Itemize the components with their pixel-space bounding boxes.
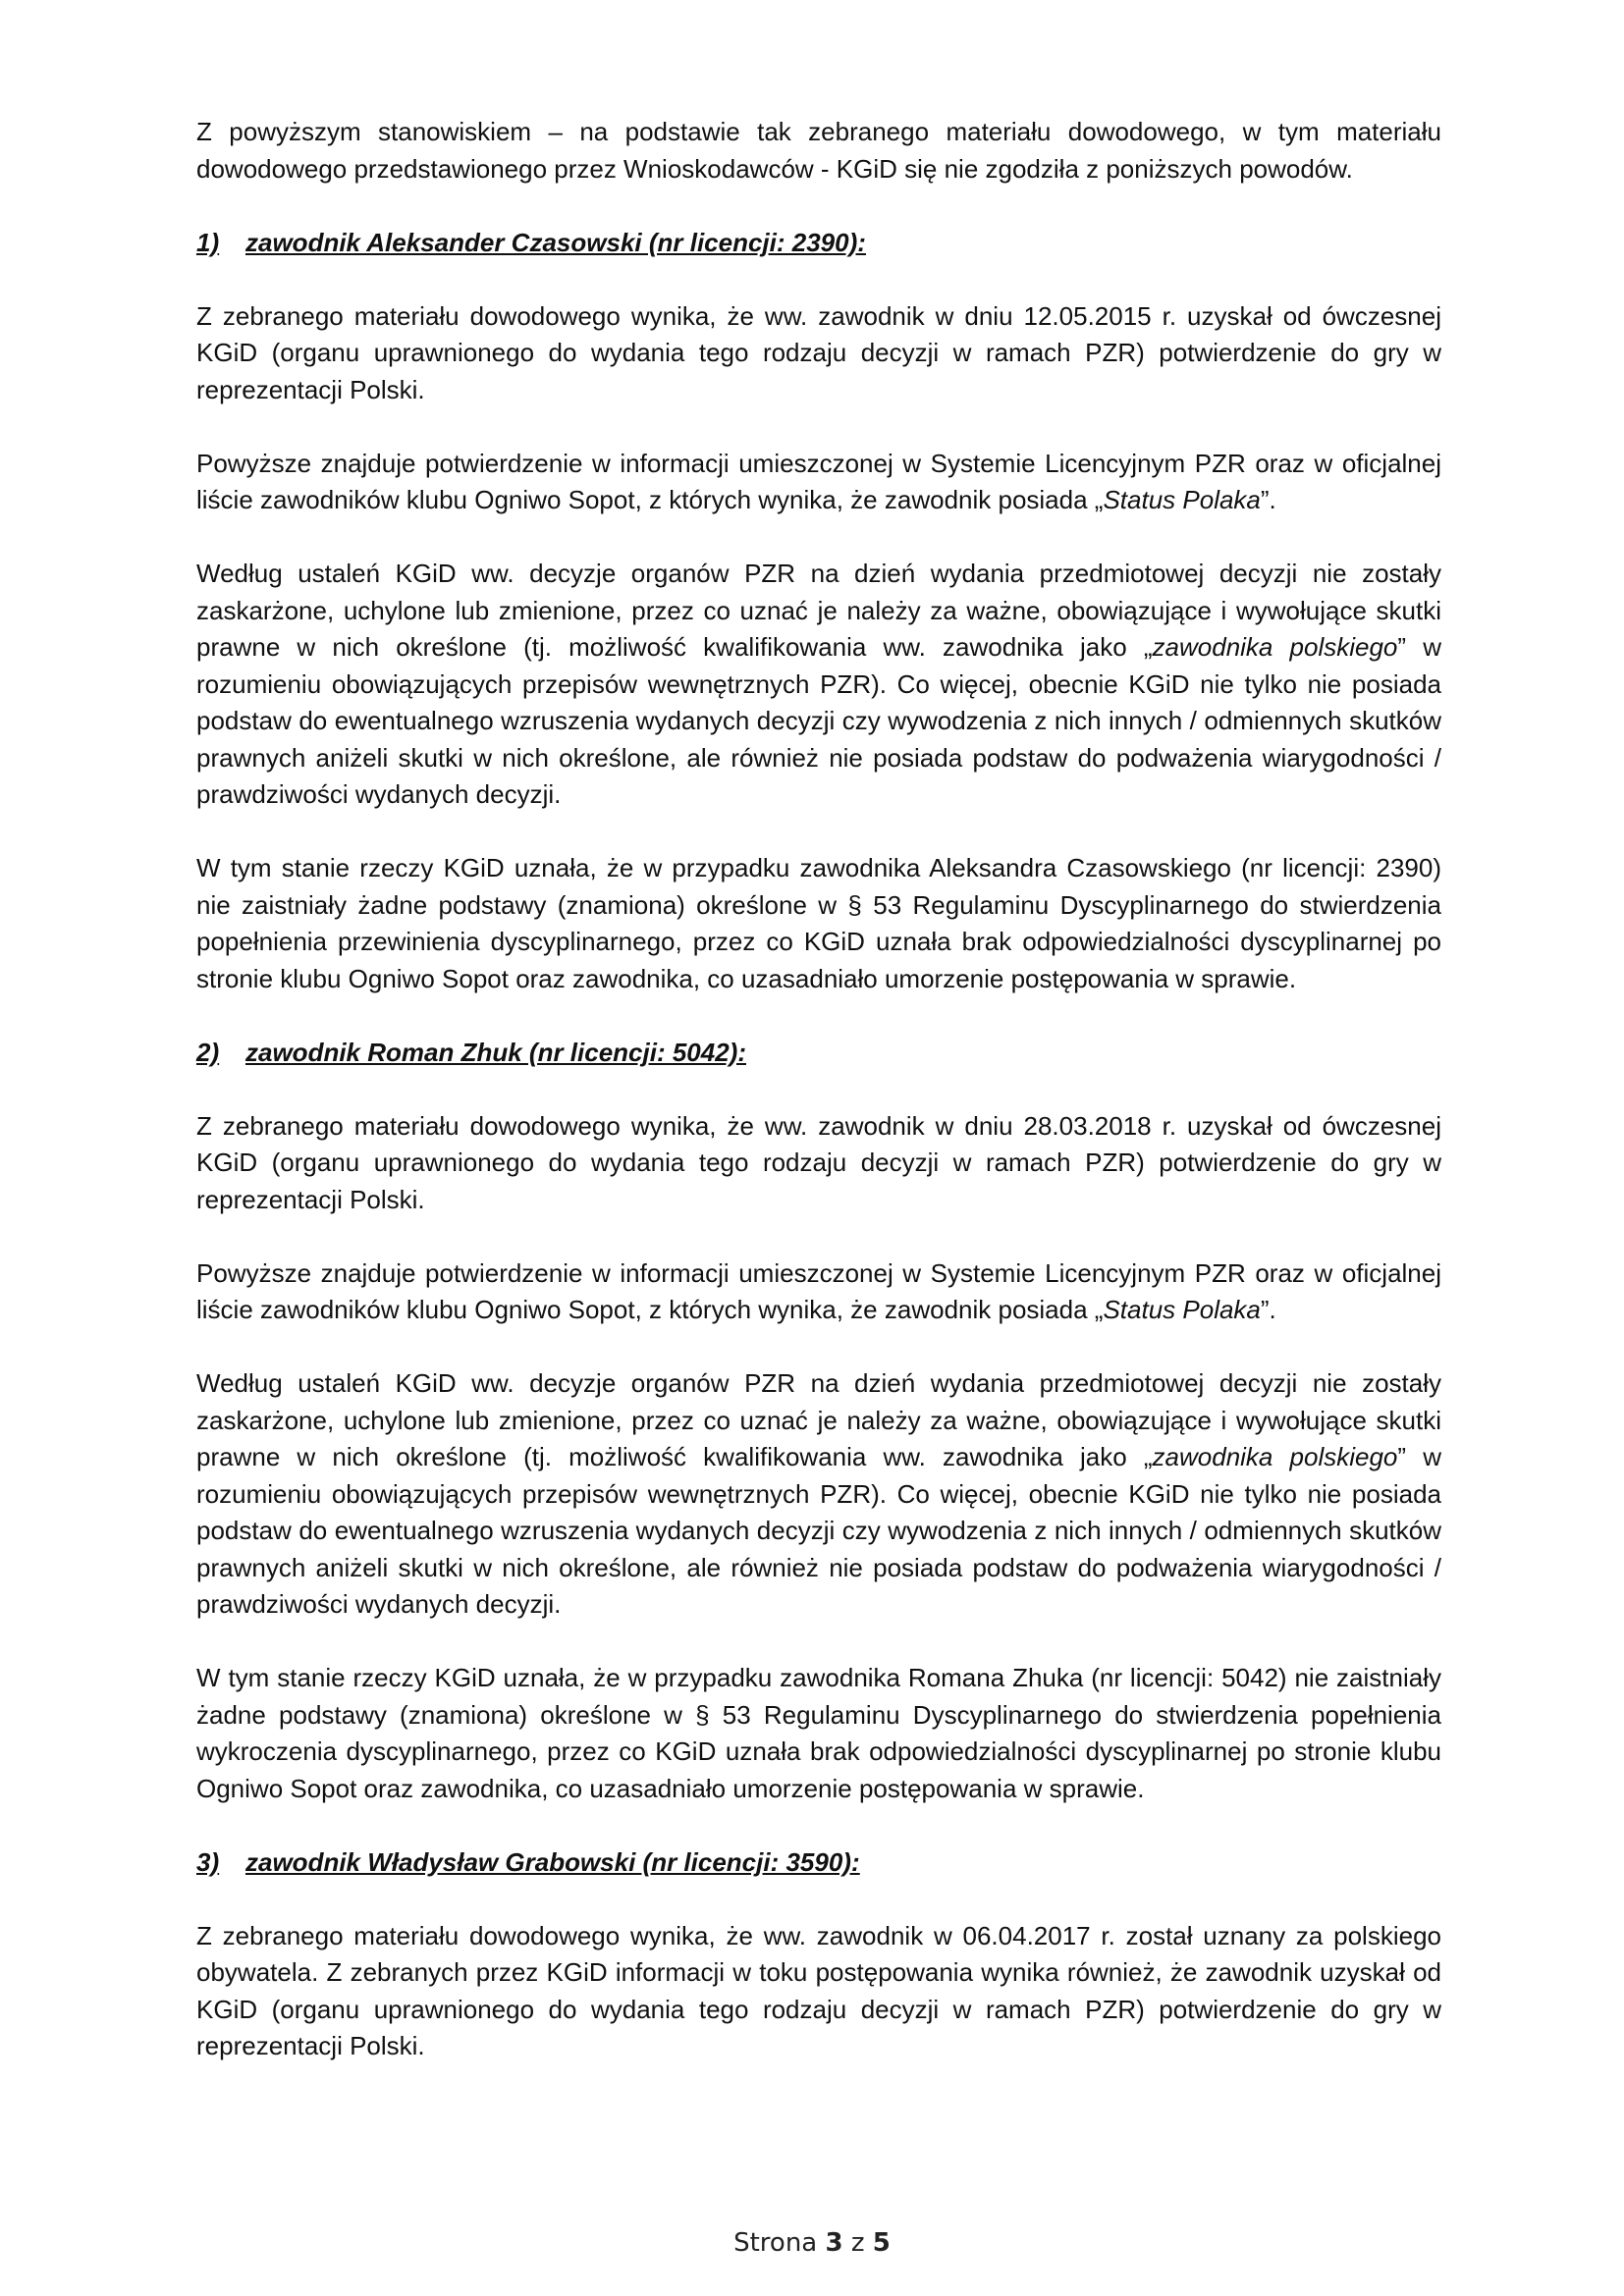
s2-paragraph-4: W tym stanie rzeczy KGiD uznała, że w przypadku zawodnika Romana Zhuka (nr licencji: 5042) nie zaistniały żadne podstawy (znamiona) określone w § 53 Regulaminu Dyscyplinarnego do stwierdzenia popełnienia wykroczenia dyscyplinarnego, przez co KGiD uznała brak odpowiedzialności dyscyplinarnej po stronie klubu Ogniwo Sopot oraz zawodnika, co uzasadniało umorzenie postępowania w sprawie. — [196, 1663, 1441, 1803]
document-page — [196, 114, 1441, 2065]
s1-paragraph-1: Z zebranego materiału dowodowego wynika, że ww. zawodnik w dniu 12.05.2015 r. uzyskał od ówczesnej KGiD (organu uprawnionego do wydania tego rodzaju decyzji w ramach PZR) potwierdzenie do gry w reprezentacji Polski. — [196, 300, 1441, 404]
section-number: 1) — [196, 227, 220, 257]
section-2-heading — [196, 1035, 1441, 1072]
section-3-heading — [196, 1844, 1441, 1882]
s2-paragraph-2: Powyższe znajduje potwierdzenie w informacji umieszczonej w Systemie Licencyjnym PZR oraz w oficjalnej liście zawodników klubu Ogniwo Sopot, z których wynika, że zawodnik posiada „Status Polaka”. — [196, 1257, 1441, 1324]
total-pages: 5 — [872, 2228, 891, 2258]
current-page: 3 — [825, 2228, 843, 2258]
section-title: zawodnik Aleksander Czasowski (nr licencji: 2390): — [245, 227, 866, 257]
s1-paragraph-4: W tym stanie rzeczy KGiD uznała, że w przypadku zawodnika Aleksandra Czasowskiego (nr licencji: 2390) nie zaistniały żadne podstawy (znamiona) określone w § 53 Regulaminu Dyscyplinarnego do stwierdzenia popełnienia przewinienia dyscyplinarnego, przez co KGiD uznała brak odpowiedzialności dyscyplinarnej po stronie klubu Ogniwo Sopot oraz zawodnika, co uzasadniało umorzenie postępowania w sprawie. — [196, 853, 1441, 993]
section-title: zawodnik Władysław Grabowski (nr licencji: 3590): — [245, 1846, 860, 1877]
s1-paragraph-2: Powyższe znajduje potwierdzenie w informacji umieszczonej w Systemie Licencyjnym PZR oraz w oficjalnej liście zawodników klubu Ogniwo Sopot, z których wynika, że zawodnik posiada „Status Polaka”. — [196, 448, 1441, 514]
section-title: zawodnik Roman Zhuk (nr licencji: 5042): — [245, 1037, 746, 1067]
section-1-heading — [196, 225, 1441, 262]
s2-paragraph-3: Według ustaleń KGiD ww. decyzje organów PZR na dzień wydania przedmiotowej decyzji nie zostały zaskarżone, uchylone lub zmienione, przez co uznać je należy za ważne, obowiązujące i wywołujące skutki prawne w nich określone (tj. możliwość kwalifikowania ww. zawodnika jako „zawodnika polskiego” w rozumieniu obowiązujących przepisów wewnętrznych PZR). Co więcej, obecnie KGiD nie tylko nie posiada podstaw do ewentualnego wzruszenia wydanych decyzji czy wywodzenia z nich innych / odmiennych skutków prawnych aniżeli skutki w nich określone, ale również nie posiada podstaw do podważenia wiarygodności / prawdziwości wydanych decyzji. — [196, 1368, 1441, 1619]
section-number: 2) — [196, 1037, 220, 1067]
section-number: 3) — [196, 1846, 220, 1877]
s2-paragraph-1: Z zebranego materiału dowodowego wynika, że ww. zawodnik w dniu 28.03.2018 r. uzyskał od ówczesnej KGiD (organu uprawnionego do wydania tego rodzaju decyzji w ramach PZR) potwierdzenie do gry w reprezentacji Polski. — [196, 1110, 1441, 1214]
intro-paragraph: Z powyższym stanowiskiem – na podstawie tak zebranego materiału dowodowego, w tym materiału dowodowego przedstawionego przez Wnioskodawców - KGiD się nie zgodziła z poniższych powodów. — [196, 117, 1441, 184]
s1-paragraph-3: Według ustaleń KGiD ww. decyzje organów PZR na dzień wydania przedmiotowej decyzji nie zostały zaskarżone, uchylone lub zmienione, przez co uznać je należy za ważne, obowiązujące i wywołujące skutki prawne w nich określone (tj. możliwość kwalifikowania ww. zawodnika jako „zawodnika polskiego” w rozumieniu obowiązujących przepisów wewnętrznych PZR). Co więcej, obecnie KGiD nie tylko nie posiada podstaw do ewentualnego wzruszenia wydanych decyzji czy wywodzenia z nich innych / odmiennych skutków prawnych aniżeli skutki w nich określone, ale również nie posiada podstaw do podważenia wiarygodności / prawdziwości wydanych decyzji. — [196, 559, 1441, 809]
s3-paragraph-1: Z zebranego materiału dowodowego wynika, że ww. zawodnik w 06.04.2017 r. został uznany za polskiego obywatela. Z zebranych przez KGiD informacji w toku postępowania wynika również, że zawodnik uzyskał od KGiD (organu uprawnionego do wydania tego rodzaju decyzji w ramach PZR) potwierdzenie do gry w reprezentacji Polski. — [196, 1920, 1441, 2060]
footer-sep: z — [850, 2228, 865, 2258]
footer-label: Strona — [733, 2228, 818, 2258]
page-footer — [0, 2228, 1624, 2258]
